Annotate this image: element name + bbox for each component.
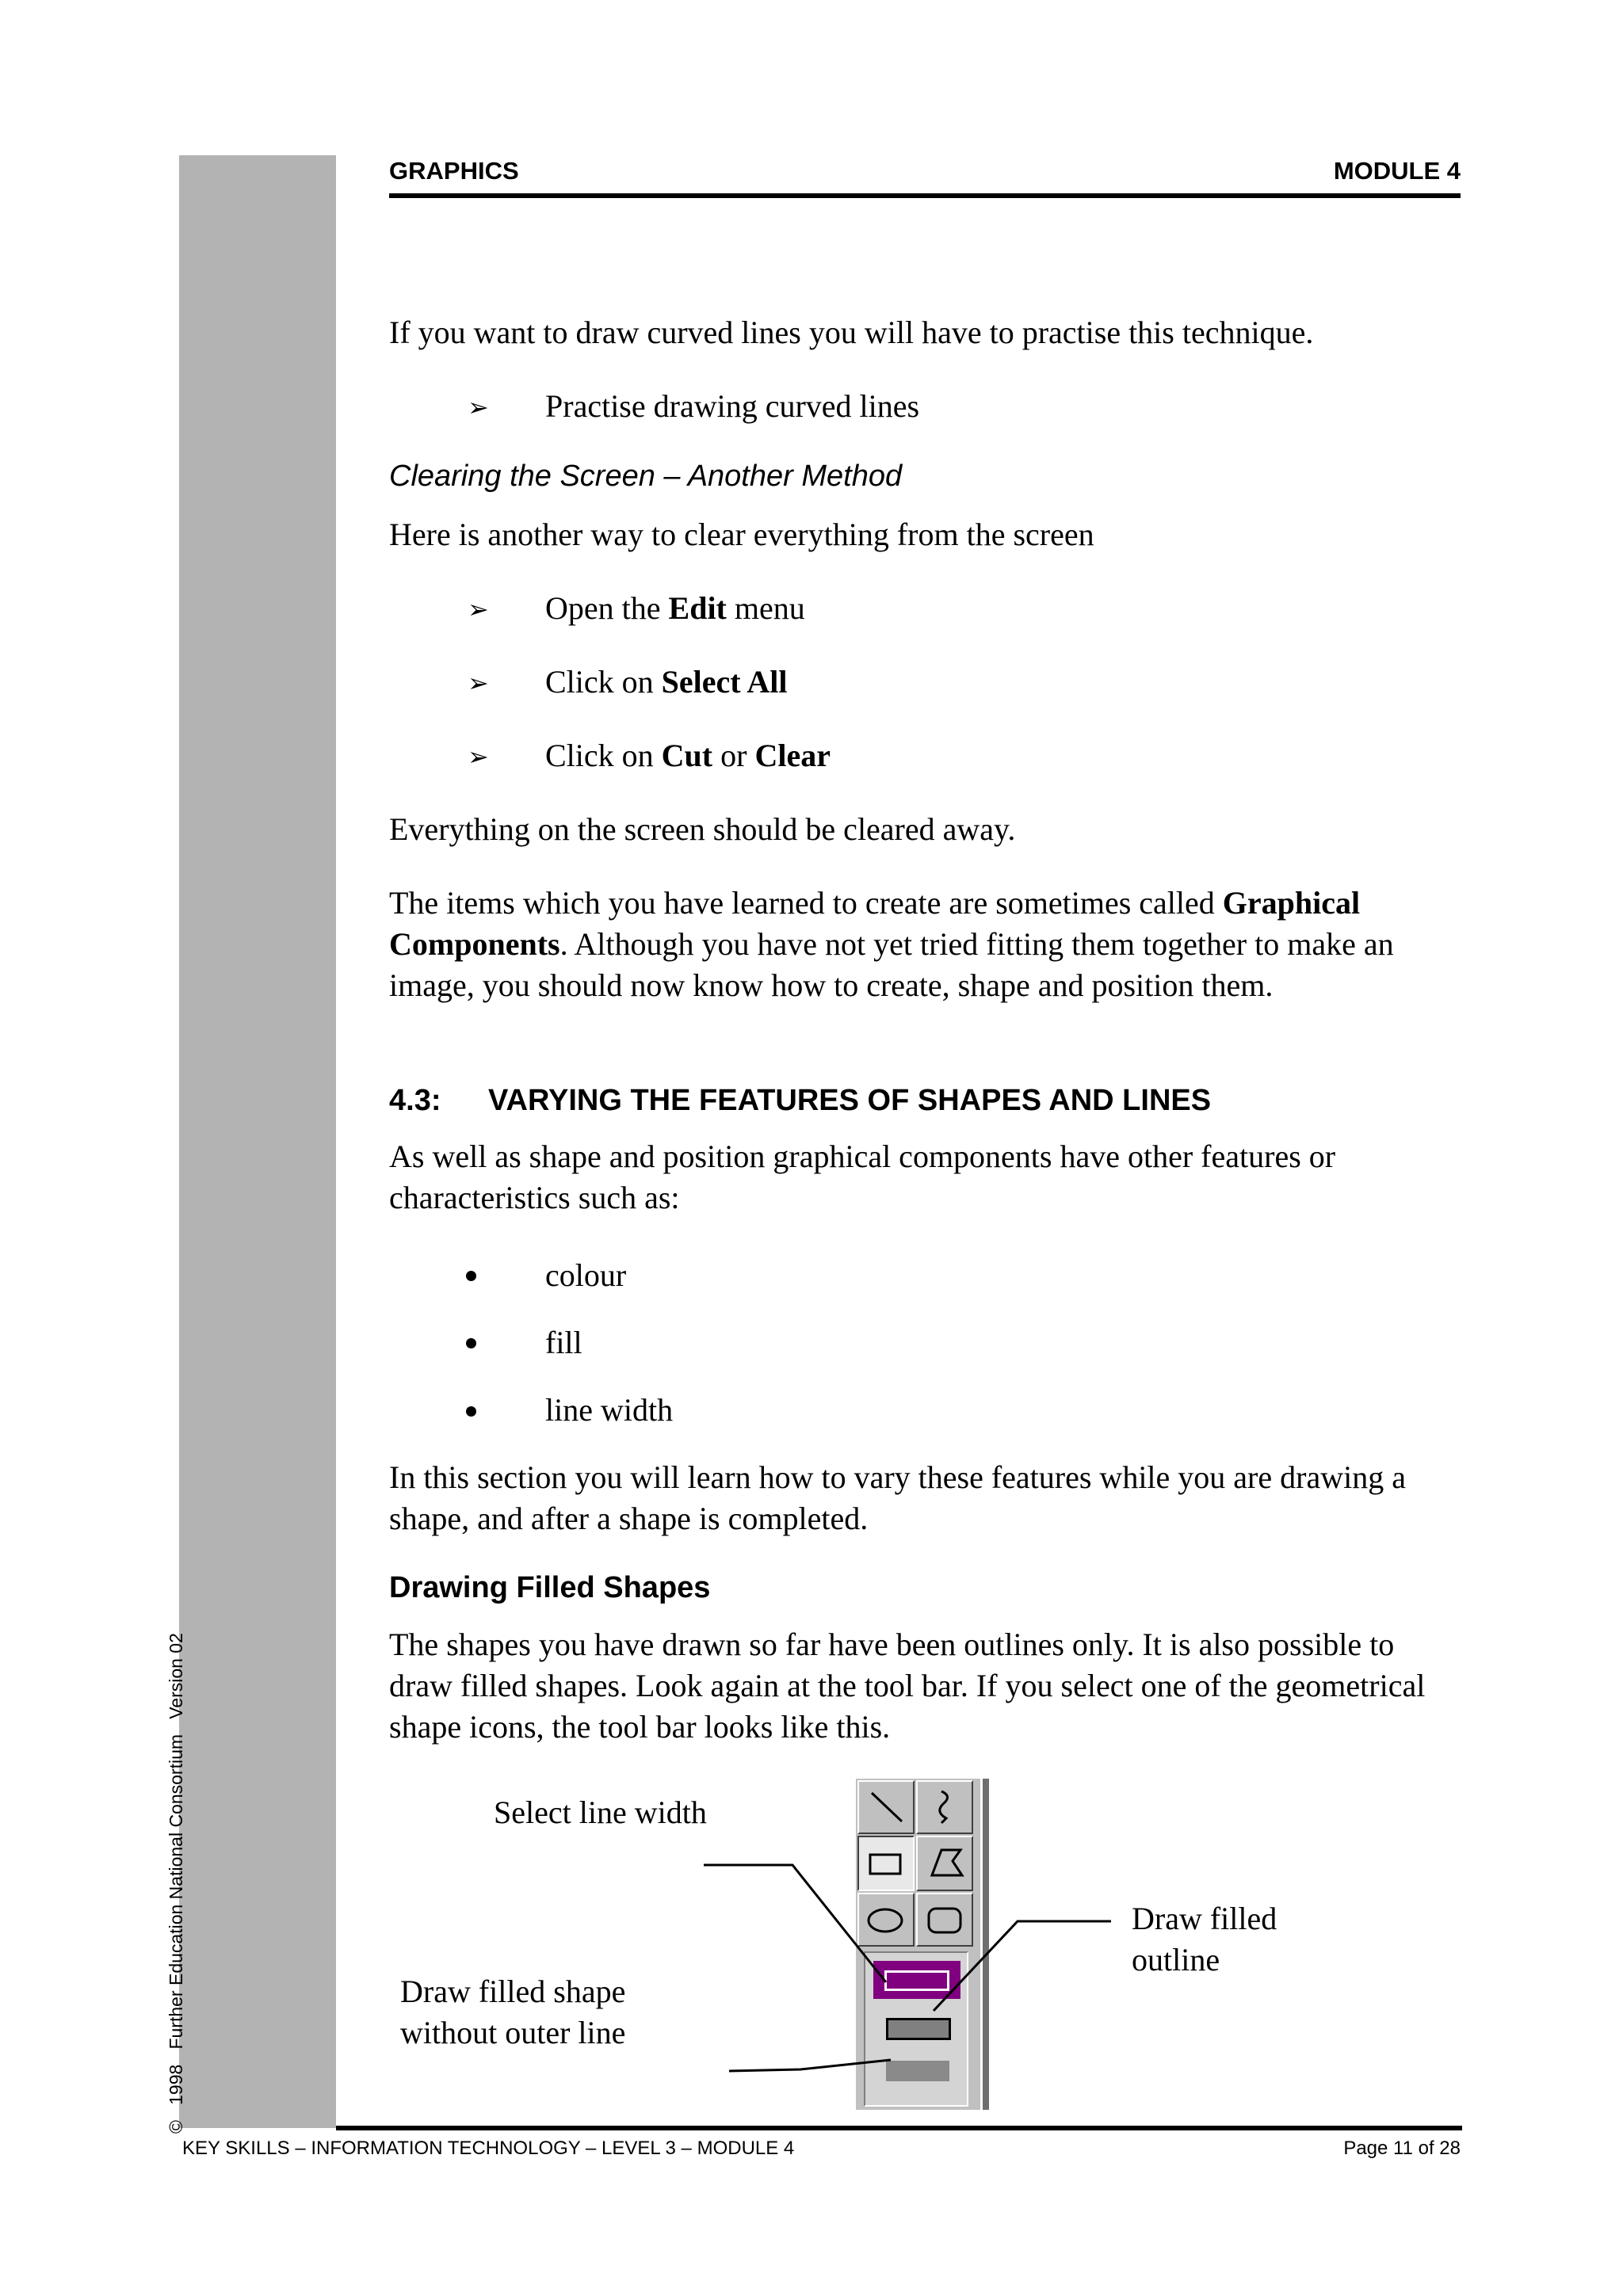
copyright-note: © 1998 Further Education National Consortium Version 02 [166, 1633, 186, 2134]
step-open-edit: Open the Edit menu [545, 590, 805, 626]
footer-rule [336, 2126, 1462, 2130]
bullet-practise: Practise drawing curved lines [545, 388, 920, 424]
step-select-all: Click on Select All [545, 664, 788, 700]
paragraph-features-intro: As well as shape and position graphical components have other features or characteristics such as: [389, 1138, 1336, 1215]
label-draw-filled-shape: Draw filled shape without outer line [400, 1974, 626, 2050]
sub-heading-clearing: Clearing the Screen – Another Method [389, 460, 903, 493]
callout-filled-shape [729, 2060, 891, 2071]
footer-left: KEY SKILLS – INFORMATION TECHNOLOGY – LEVEL 3 – MODULE 4 [182, 2138, 795, 2159]
heading-drawing-filled-shapes: Drawing Filled Shapes [389, 1571, 711, 1604]
section-number: 4.3: [389, 1084, 441, 1117]
paragraph-graphical-components: The items which you have learned to create are sometimes called Graphical Components. Although you have not yet tried fitting them together to make an image, you should now know how to create, shape and position them. [389, 885, 1394, 1003]
feature-line-width: line width [545, 1392, 674, 1428]
feature-fill: fill [545, 1325, 582, 1360]
label-select-line-width: Select line width [494, 1794, 707, 1830]
arrow-bullet-icon: ➢ [468, 668, 489, 698]
arrow-bullet-icon: ➢ [468, 594, 489, 624]
label-draw-filled-outline: Draw filled outline [1132, 1901, 1277, 1978]
header-left: GRAPHICS [389, 157, 519, 185]
arrow-bullet-icon: ➢ [468, 392, 489, 422]
feature-colour: colour [545, 1257, 627, 1293]
paragraph-curved-lines: If you want to draw curved lines you will have to practise this technique. [389, 315, 1314, 350]
header-right: MODULE 4 [1333, 157, 1461, 185]
paragraph-clear-intro: Here is another way to clear everything from the screen [389, 517, 1094, 552]
paragraph-filled-shapes: The shapes you have drawn so far have been outlines only. It is also possible to draw filled shapes. Look again at the tool bar. If you select one of the geometrical shape icons, the tool bar looks like this. [389, 1627, 1426, 1745]
step-cut-clear: Click on Cut or Clear [545, 738, 831, 773]
paragraph-cleared: Everything on the screen should be cleared away. [389, 811, 1016, 847]
paragraph-vary-features: In this section you will learn how to vary these features while you are drawing a shape, and after a shape is completed. [389, 1459, 1406, 1536]
footer-page-number: Page 11 of 28 [1343, 2138, 1461, 2159]
section-title: VARYING THE FEATURES OF SHAPES AND LINES [488, 1084, 1212, 1117]
callout-line-width [704, 1865, 886, 1982]
arrow-bullet-icon: ➢ [468, 742, 489, 772]
callout-filled-outline [934, 1921, 1111, 2011]
